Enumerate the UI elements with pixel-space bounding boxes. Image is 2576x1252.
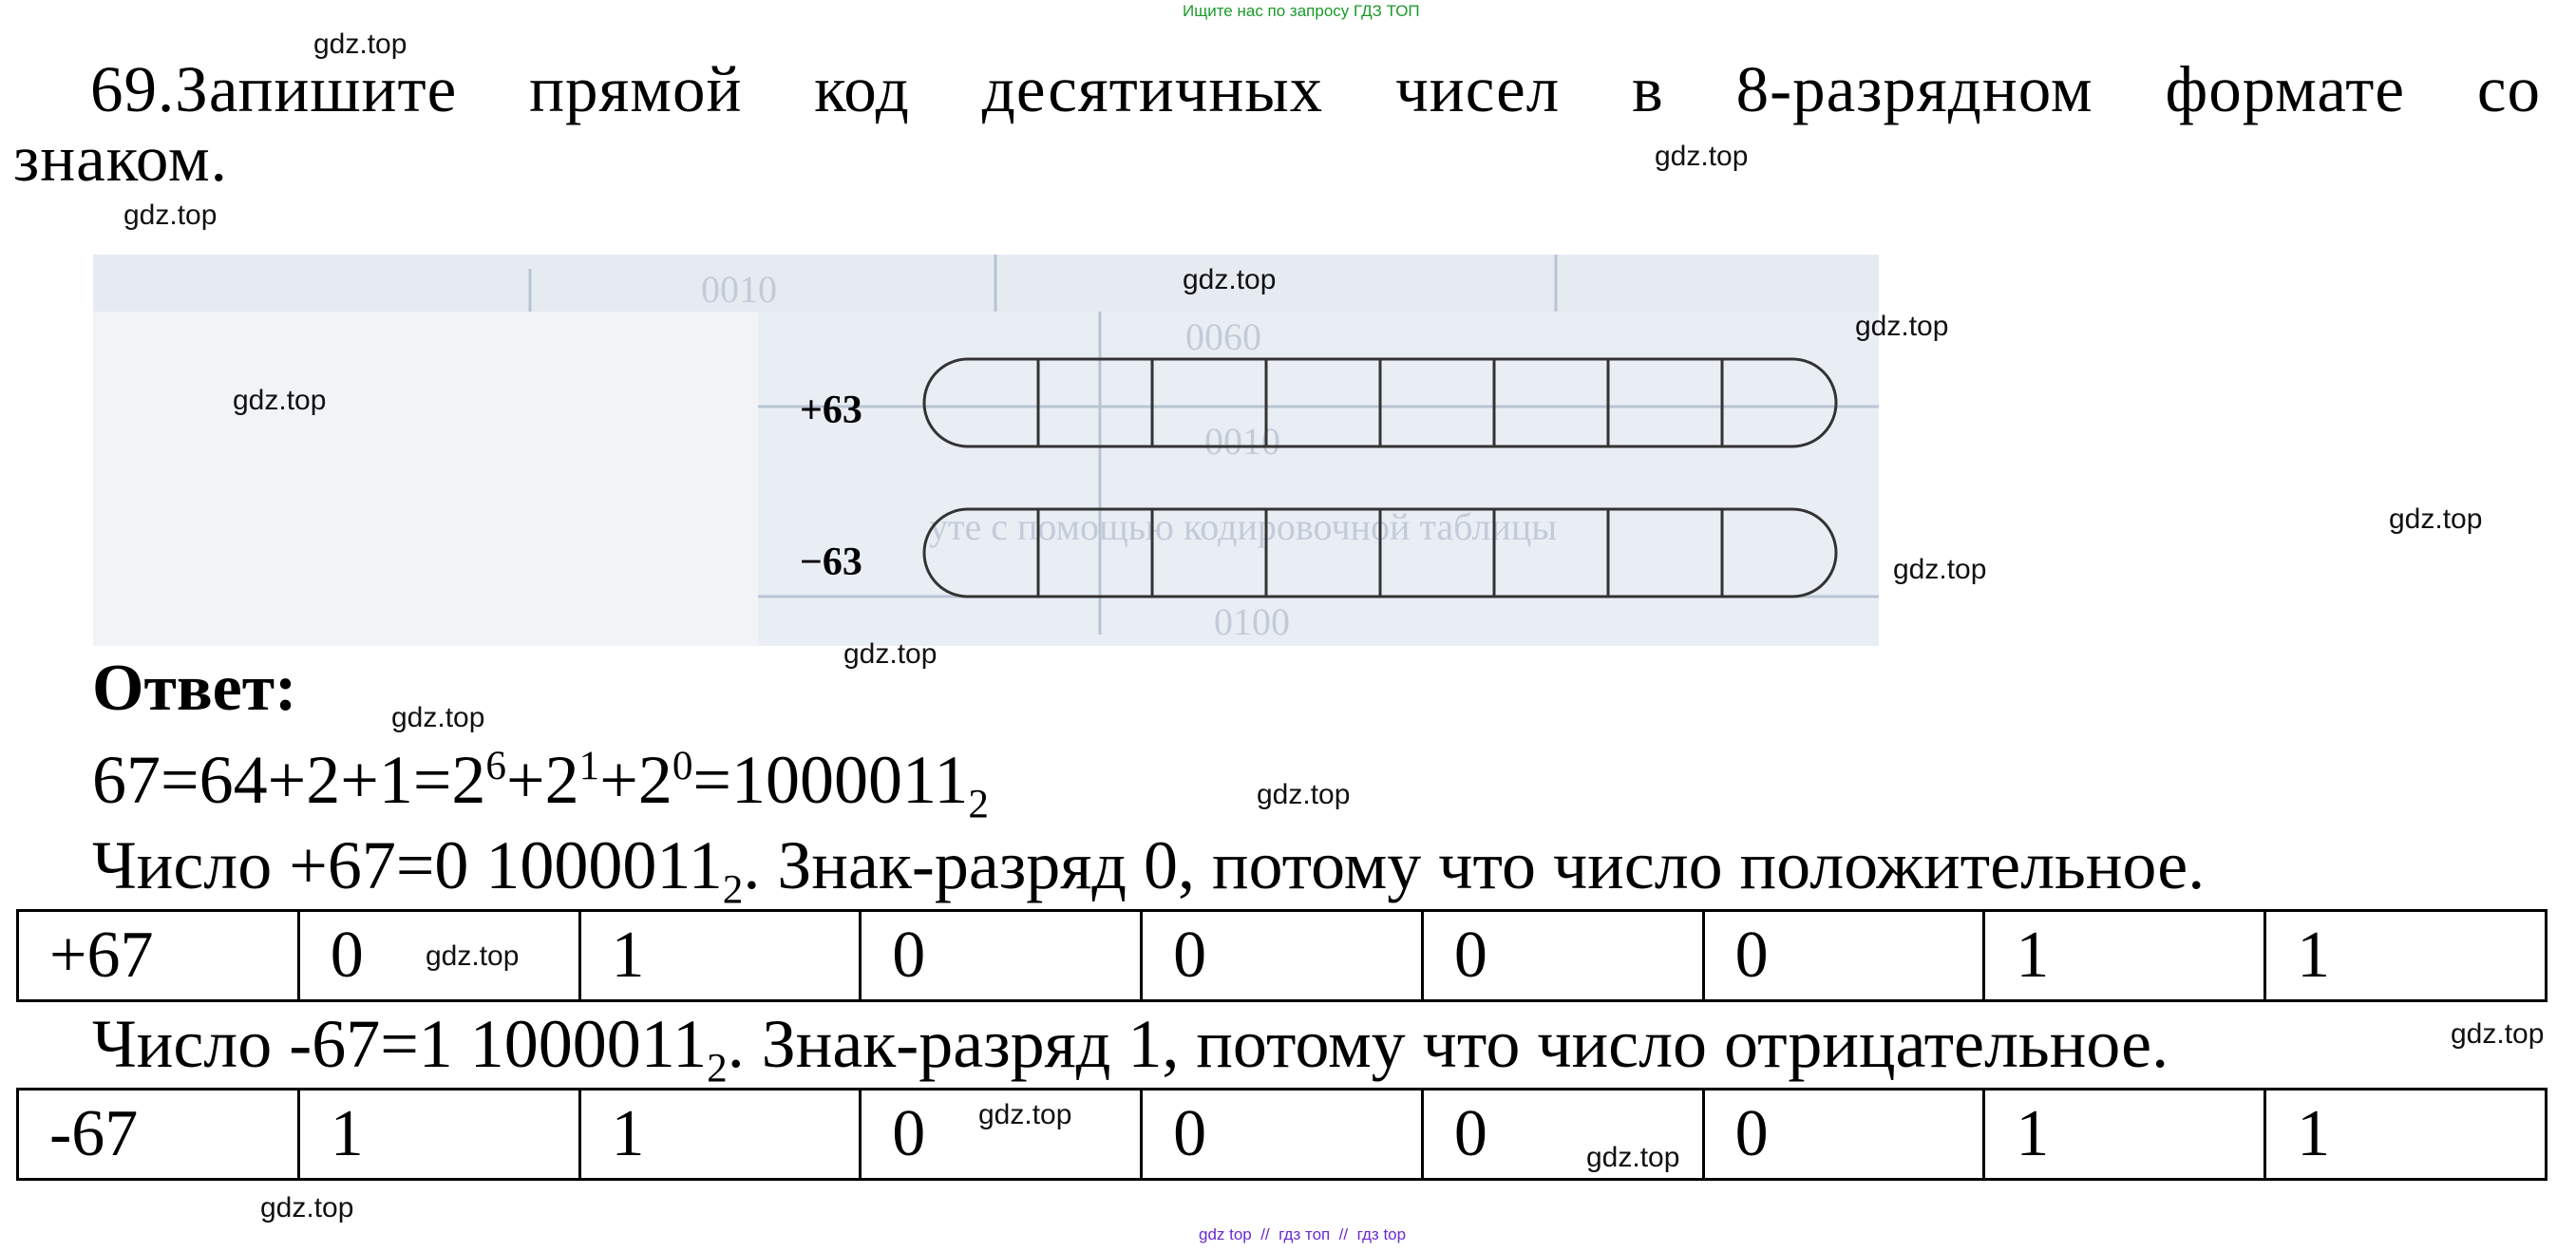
table-cell: 0 <box>1422 1090 1703 1180</box>
table-cell: +67 <box>18 911 299 1001</box>
table-cell: 1 <box>298 1090 579 1180</box>
answer-label: Ответ: <box>92 652 297 725</box>
equation-part: +2 <box>599 742 672 818</box>
table-cell: 0 <box>861 1090 1142 1180</box>
task-title-line-2: знаком. <box>13 123 228 195</box>
table-cell: 0 <box>861 911 1142 1001</box>
watermark: gdz.top <box>313 28 407 60</box>
watermark: gdz.top <box>843 638 938 670</box>
watermark: gdz.top <box>1586 1142 1680 1173</box>
footer-note: gdz top // гдз топ // гдз top <box>1199 1225 1407 1243</box>
positive-text-a: Число +67=0 1000011 <box>92 827 723 903</box>
table-cell: 1 <box>2265 911 2547 1001</box>
svg-text:0010: 0010 <box>1204 420 1280 463</box>
svg-text:0100: 0100 <box>1214 600 1290 643</box>
equation-base: 2 <box>968 782 989 827</box>
watermark: gdz.top <box>1257 779 1351 810</box>
textbook-figure <box>93 255 1879 646</box>
watermark: gdz.top <box>1655 141 1749 172</box>
watermark: gdz.top <box>391 702 485 733</box>
svg-text:0010: 0010 <box>701 268 777 311</box>
watermark: gdz.top <box>123 199 218 231</box>
table-cell: 1 <box>1984 1090 2265 1180</box>
equation-line <box>92 741 989 827</box>
equation-exponent: 6 <box>485 744 507 788</box>
negative-text-a: Число -67=1 1000011 <box>92 1006 708 1082</box>
negative-text-b: . Знак-разряд 1, потому что число отрицательное. <box>727 1006 2169 1082</box>
table-cell: 0 <box>1422 911 1703 1001</box>
watermark: gdz.top <box>978 1099 1072 1130</box>
table-row <box>18 911 2547 1001</box>
header-note: Ищите нас по запросу ГДЗ ТОП <box>1183 2 1420 20</box>
task-title-line-1: 69.Запишите прямой код десятичных чисел в 8-разрядном формате со <box>90 53 2541 125</box>
equation-part: =1000011 <box>692 742 969 818</box>
table-cell: 1 <box>579 1090 861 1180</box>
table-cell: 0 <box>1142 1090 1423 1180</box>
positive-explanation <box>92 826 2206 913</box>
figure-cells <box>93 255 1879 646</box>
watermark: gdz.top <box>1183 264 1277 295</box>
positive-text-b: . Знак-разряд 0, потому что число положительное. <box>743 827 2206 903</box>
equation-exponent: 1 <box>578 744 600 788</box>
table-cell: -67 <box>18 1090 299 1180</box>
watermark: gdz.top <box>1893 554 1987 585</box>
positive-code-table <box>16 909 2548 1002</box>
equation-part: +2 <box>506 742 579 818</box>
negative-explanation <box>92 1005 2169 1091</box>
watermark: gdz.top <box>2451 1018 2545 1050</box>
figure-label-minus: −63 <box>800 541 862 584</box>
equation-part: 67=64+2+1=2 <box>92 742 486 818</box>
negative-base: 2 <box>707 1046 728 1091</box>
table-cell: 0 <box>1703 911 1984 1001</box>
svg-text:0060: 0060 <box>1185 315 1261 358</box>
figure-label-plus: +63 <box>800 389 862 432</box>
table-cell: 0 <box>1703 1090 1984 1180</box>
table-row <box>18 1090 2547 1180</box>
equation-exponent: 0 <box>672 744 693 788</box>
watermark: gdz.top <box>426 940 520 972</box>
svg-text:уте с помощью кодировочной: уте с помощью кодировочной таблицы <box>929 505 1558 548</box>
table-cell: 1 <box>2265 1090 2547 1180</box>
positive-base: 2 <box>722 867 744 913</box>
table-cell: 0 <box>298 911 579 1001</box>
watermark: gdz.top <box>2389 503 2483 535</box>
watermark: gdz.top <box>260 1192 354 1224</box>
table-cell: 0 <box>1142 911 1423 1001</box>
table-cell: 1 <box>579 911 861 1001</box>
watermark: gdz.top <box>1855 311 1949 342</box>
negative-code-table <box>16 1088 2548 1181</box>
table-cell: 1 <box>1984 911 2265 1001</box>
watermark: gdz.top <box>233 385 327 416</box>
